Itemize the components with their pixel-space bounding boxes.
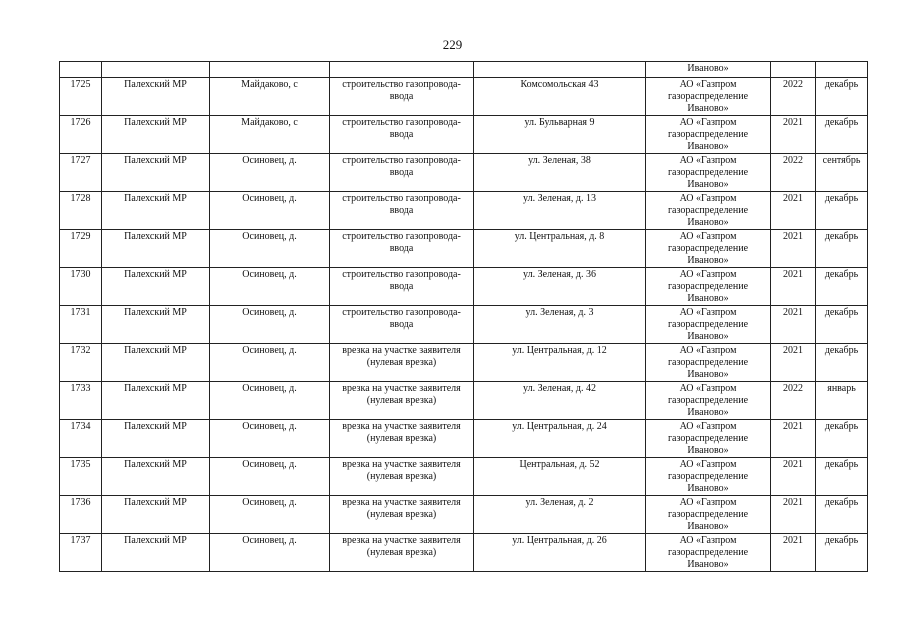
cell-year: 2021 [771,306,816,344]
cell-month: декабрь [816,78,868,116]
cell-region: Палехский МР [102,534,210,572]
table-body [60,62,868,572]
cell-year: 2021 [771,116,816,154]
page-number: 229 [442,37,463,52]
cell-locality: Осиновец, д. [210,458,330,496]
table-row [60,306,868,344]
cell-organization: АО «Газпром газораспределение Иваново» [646,382,771,420]
cell-region: Палехский МР [102,420,210,458]
cell-month: декабрь [816,192,868,230]
cell-year: 2021 [771,192,816,230]
cell-num: 1734 [60,420,102,458]
cell-organization: АО «Газпром газораспределение Иваново» [646,116,771,154]
cell-num: 1726 [60,116,102,154]
cell-work-type: врезка на участке заявителя (нулевая врезка) [330,534,474,572]
cell-year: 2021 [771,458,816,496]
cell-region: Палехский МР [102,230,210,268]
cell-locality: Осиновец, д. [210,382,330,420]
cell-month: декабрь [816,458,868,496]
cell-organization: АО «Газпром газораспределение Иваново» [646,534,771,572]
cell-organization: АО «Газпром газораспределение Иваново» [646,78,771,116]
cell-num: 1727 [60,154,102,192]
cell-address: Комсомольская 43 [474,78,646,116]
cell-year: 2022 [771,382,816,420]
cell-organization: АО «Газпром газораспределение Иваново» [646,344,771,382]
cell-month [816,62,868,78]
cell-address: ул. Зеленая, 38 [474,154,646,192]
cell-locality: Осиновец, д. [210,154,330,192]
cell-organization: АО «Газпром газораспределение Иваново» [646,192,771,230]
table-row [60,192,868,230]
cell-address: Центральная, д. 52 [474,458,646,496]
cell-locality [210,62,330,78]
cell-organization: АО «Газпром газораспределение Иваново» [646,268,771,306]
cell-work-type: строительство газопровода-ввода [330,78,474,116]
cell-region: Палехский МР [102,496,210,534]
cell-work-type: врезка на участке заявителя (нулевая врезка) [330,382,474,420]
registry-table [59,61,868,572]
cell-work-type: врезка на участке заявителя (нулевая врезка) [330,458,474,496]
cell-address: ул. Зеленая, д. 13 [474,192,646,230]
cell-num: 1728 [60,192,102,230]
cell-month: сентябрь [816,154,868,192]
cell-address: ул. Зеленая, д. 3 [474,306,646,344]
cell-work-type: врезка на участке заявителя (нулевая врезка) [330,496,474,534]
cell-address [474,62,646,78]
cell-year: 2021 [771,344,816,382]
cell-address: ул. Зеленая, д. 42 [474,382,646,420]
cell-year: 2021 [771,268,816,306]
cell-address: ул. Центральная, д. 8 [474,230,646,268]
cell-region: Палехский МР [102,268,210,306]
cell-locality: Майдаково, с [210,78,330,116]
cell-organization: АО «Газпром газораспределение Иваново» [646,496,771,534]
cell-num: 1730 [60,268,102,306]
cell-work-type: строительство газопровода-ввода [330,116,474,154]
table-row [60,344,868,382]
cell-month: декабрь [816,268,868,306]
cell-region: Палехский МР [102,458,210,496]
cell-region: Палехский МР [102,382,210,420]
cell-work-type: строительство газопровода-ввода [330,230,474,268]
cell-work-type: строительство газопровода-ввода [330,306,474,344]
table-row [60,230,868,268]
cell-num: 1729 [60,230,102,268]
cell-work-type [330,62,474,78]
cell-locality: Осиновец, д. [210,420,330,458]
cell-address: ул. Центральная, д. 12 [474,344,646,382]
table-row [60,268,868,306]
cell-region: Палехский МР [102,154,210,192]
cell-year: 2021 [771,534,816,572]
cell-month: декабрь [816,306,868,344]
cell-organization: АО «Газпром газораспределение Иваново» [646,458,771,496]
cell-locality: Осиновец, д. [210,230,330,268]
cell-month: декабрь [816,344,868,382]
cell-num: 1731 [60,306,102,344]
cell-year: 2021 [771,230,816,268]
cell-year: 2022 [771,154,816,192]
cell-year: 2021 [771,496,816,534]
cell-work-type: строительство газопровода-ввода [330,192,474,230]
cell-locality: Осиновец, д. [210,268,330,306]
cell-locality: Майдаково, с [210,116,330,154]
cell-num: 1725 [60,78,102,116]
table-row [60,496,868,534]
cell-year: 2021 [771,420,816,458]
cell-address: ул. Зеленая, д. 36 [474,268,646,306]
cell-month: декабрь [816,116,868,154]
cell-num: 1737 [60,534,102,572]
cell-region: Палехский МР [102,306,210,344]
table-row [60,420,868,458]
cell-region: Палехский МР [102,192,210,230]
cell-year: 2022 [771,78,816,116]
cell-work-type: врезка на участке заявителя (нулевая врезка) [330,344,474,382]
cell-locality: Осиновец, д. [210,496,330,534]
table-row [60,78,868,116]
cell-num [60,62,102,78]
cell-region: Палехский МР [102,116,210,154]
cell-address: ул. Центральная, д. 24 [474,420,646,458]
cell-region [102,62,210,78]
cell-month: январь [816,382,868,420]
cell-locality: Осиновец, д. [210,306,330,344]
continuation-row [60,62,868,78]
cell-num: 1733 [60,382,102,420]
cell-month: декабрь [816,230,868,268]
cell-num: 1735 [60,458,102,496]
cell-organization: АО «Газпром газораспределение Иваново» [646,420,771,458]
cell-address: ул. Зеленая, д. 2 [474,496,646,534]
cell-month: декабрь [816,534,868,572]
cell-region: Палехский МР [102,344,210,382]
cell-organization: АО «Газпром газораспределение Иваново» [646,306,771,344]
table-row [60,116,868,154]
cell-region: Палехский МР [102,78,210,116]
cell-address: ул. Бульварная 9 [474,116,646,154]
table-row [60,382,868,420]
cell-organization: АО «Газпром газораспределение Иваново» [646,230,771,268]
cell-work-type: строительство газопровода-ввода [330,268,474,306]
cell-num: 1736 [60,496,102,534]
cell-month: декабрь [816,420,868,458]
cell-locality: Осиновец, д. [210,534,330,572]
cell-year [771,62,816,78]
cell-work-type: врезка на участке заявителя (нулевая врезка) [330,420,474,458]
cell-month: декабрь [816,496,868,534]
cell-organization: Иваново» [646,62,771,78]
cell-locality: Осиновец, д. [210,344,330,382]
cell-work-type: строительство газопровода-ввода [330,154,474,192]
cell-num: 1732 [60,344,102,382]
cell-organization: АО «Газпром газораспределение Иваново» [646,154,771,192]
cell-address: ул. Центральная, д. 26 [474,534,646,572]
table-row [60,458,868,496]
cell-locality: Осиновец, д. [210,192,330,230]
table-row [60,154,868,192]
table-row [60,534,868,572]
